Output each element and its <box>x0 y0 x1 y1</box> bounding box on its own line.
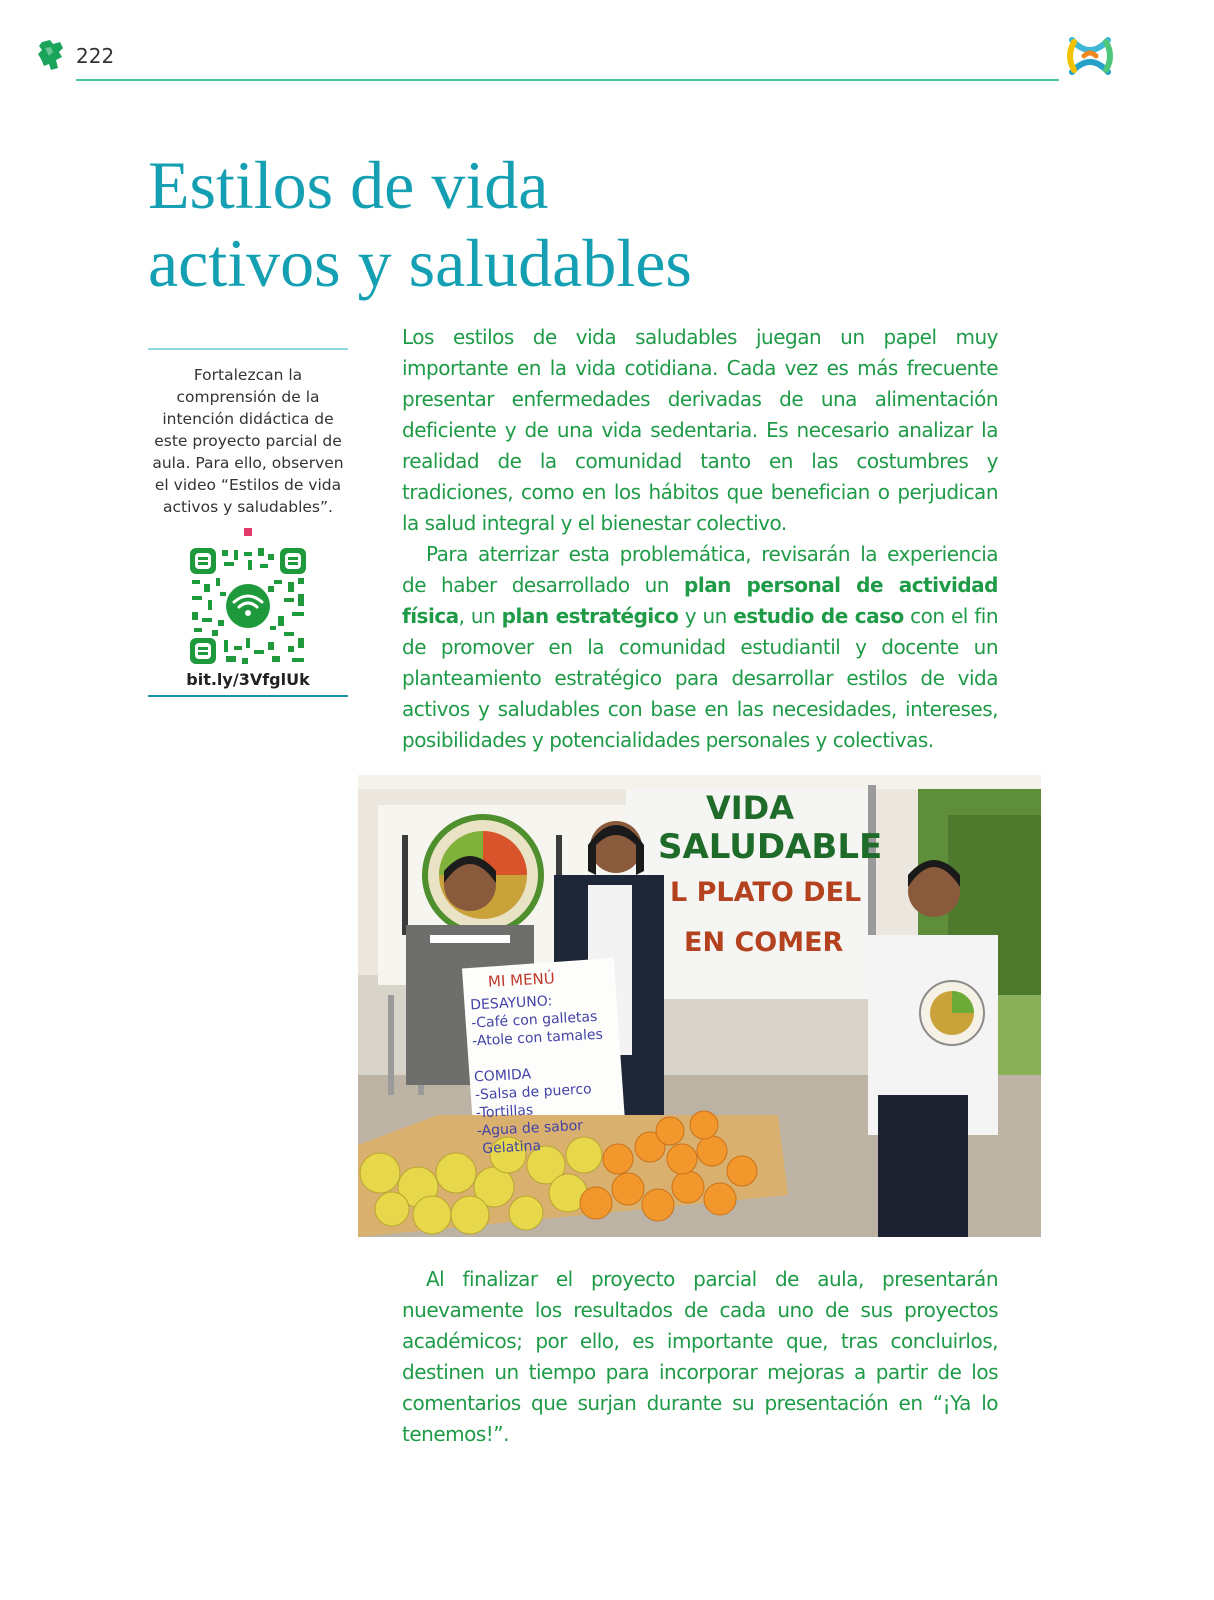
green-map-logo-icon <box>36 38 66 72</box>
sidebar-bottom-divider <box>148 695 348 697</box>
banner-line-4: EN COMER <box>684 927 844 958</box>
sidebar-instructions: Fortalezcan la comprensión de la intención didáctica de este proyecto parcial de aula. Para ello, observen el video “Estilos de vida activos y saludables”. <box>152 366 344 516</box>
page-number: 222 <box>76 44 115 68</box>
paragraph-2-text-a: Para aterrizar esta problemática, revisarán la experiencia de haber desarrollado un <box>402 542 998 597</box>
page-title <box>148 146 768 302</box>
title-line-1: Estilos de vida <box>148 147 549 223</box>
paragraph-1: Los estilos de vida saludables juegan un papel muy importante en la vida cotidiana. Cada vez es más frecuente presentar enfermedades derivadas de una alimentación deficiente y de una vida sedentaria. Es necesario analizar la realidad de la comunidad tanto en las costumbres y tradiciones, como en los hábitos que benefician o perjudican la salud integral y el bienestar colectivo. <box>402 325 998 535</box>
header-divider <box>76 79 1059 81</box>
paragraph-2-text-d: y un <box>678 604 734 628</box>
title-line-2: activos y saludables <box>148 225 692 301</box>
intro-text <box>402 322 998 756</box>
students-healthy-life-photo <box>358 775 1041 1237</box>
banner-line-1: VIDA <box>706 789 794 827</box>
qr-code-icon[interactable] <box>188 546 308 666</box>
paragraph-2-text-e: con el fin de promover en la comunidad estudiantil y docente un planteamiento estratégico para desarrollar estilos de vida activos y saludables con base en las necesidades, intereses, posibilidades y potencialidades personales y colectivas. <box>402 604 998 752</box>
pink-marker <box>244 528 252 536</box>
term-plan-personal: plan personal de actividad física <box>402 573 998 628</box>
banner-line-3: L PLATO DEL <box>670 877 862 908</box>
colored-knot-emblem-icon <box>1064 30 1116 82</box>
term-estudio-de-caso: estudio de caso <box>733 604 904 628</box>
paragraph-2-text-c: , un <box>458 604 502 628</box>
paragraph-2 <box>402 539 998 756</box>
term-plan-estrategico: plan estratégico <box>501 604 679 628</box>
closing-text <box>402 1264 998 1450</box>
video-sidebar <box>148 348 348 697</box>
paragraph-3: Al finalizar el proyecto parcial de aula, presentarán nuevamente los resultados de cada uno de sus proyectos académicos; por ello, es importante que, tras concluirlos, destinen un tiempo para incorporar mejoras a partir de los comentarios que surjan durante su presentación en “¡Ya lo tenemos!”. <box>402 1267 998 1446</box>
poster-menu: DESAYUNO: -Café con galletas -Atole con tamales COMIDA -Salsa de puerco -Tortillas -Agua de sabor Gelatina <box>469 993 604 1158</box>
video-short-link[interactable]: bit.ly/3VfglUk <box>186 670 310 689</box>
banner-line-2: SALUDABLE <box>658 827 883 867</box>
sidebar-top-divider <box>148 348 348 350</box>
poster-title: MI MENÚ <box>487 969 556 991</box>
